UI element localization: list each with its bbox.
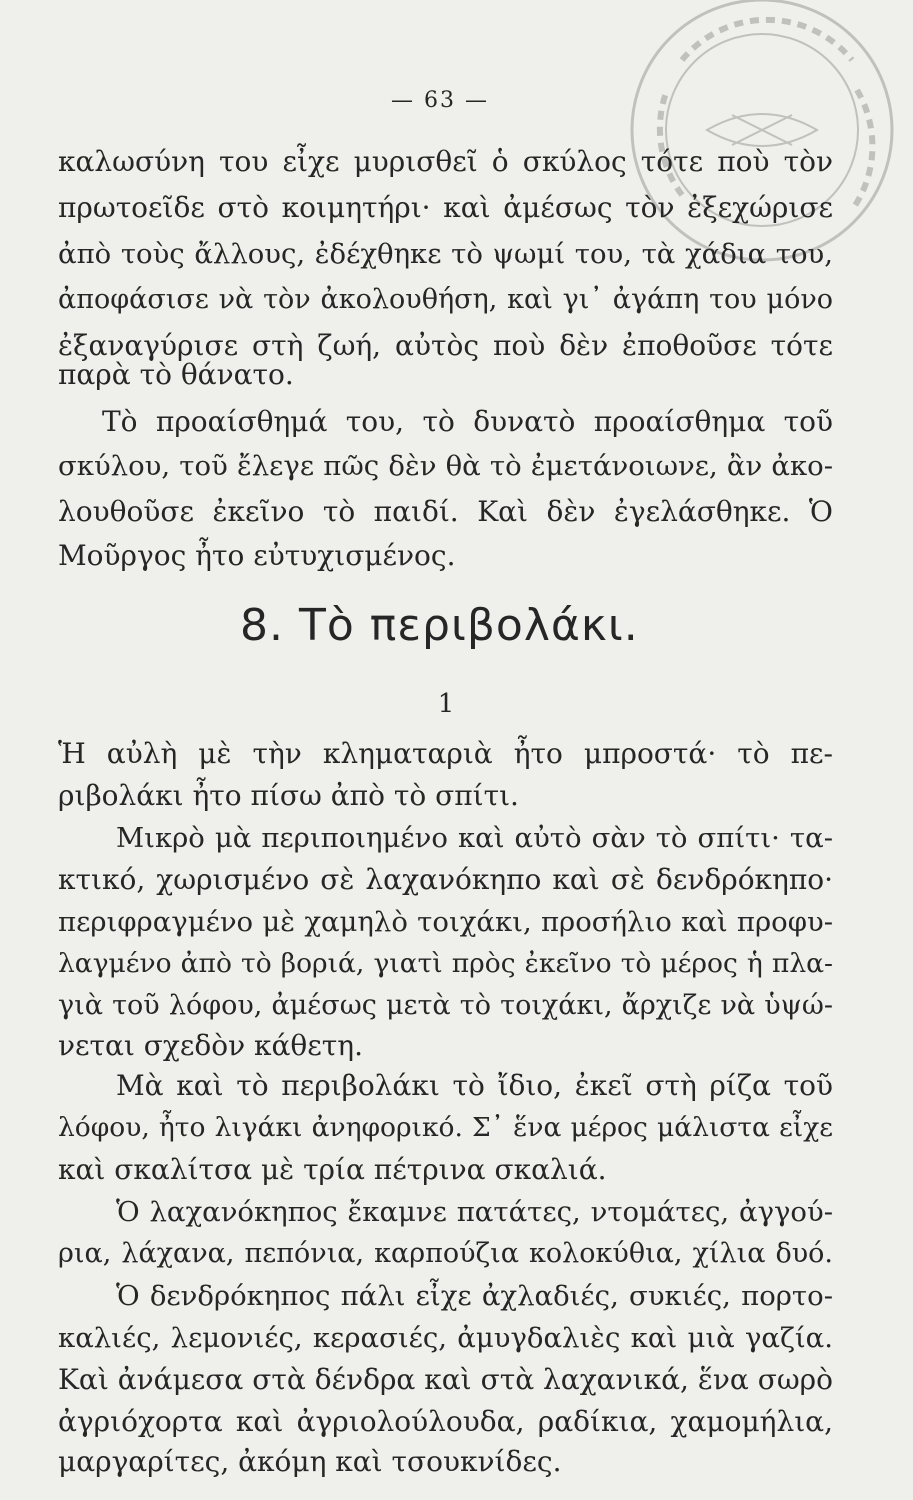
text-line: ἐξαναγύρισε στὴ ζωή, αὐτὸς ποὺ δὲν ἐποθοῦσε τότε <box>58 329 833 362</box>
text-line: καλιές, λεμονιές, κερασιές, ἀμυγδαλιὲς καὶ μιὰ γαζία. <box>58 1322 833 1354</box>
text-line: καλωσύνη του εἶχε μυρισθεῖ ὁ σκύλος τότε ποὺ τὸν <box>58 145 833 178</box>
text-line: λαγμένο ἀπὸ τὸ βοριά, γιατὶ πρὸς ἐκεῖνο τὸ μέρος ἡ πλα- <box>58 948 833 979</box>
text-line: Καὶ ἀνάμεσα στὰ δένδρα καὶ στὰ λαχανικά, ἕνα σωρὸ <box>58 1363 833 1396</box>
text-line: Μοῦργος ἦτο εὐτυχισμένος. <box>58 539 456 572</box>
text-line: καὶ σκαλίτσα μὲ τρία πέτρινα σκαλιά. <box>58 1153 607 1186</box>
text-line: λουθοῦσε ἐκεῖνο τὸ παιδί. Καὶ δὲν ἐγελάσθηκε. Ὁ <box>58 495 833 528</box>
text-line: γιὰ τοῦ λόφου, ἀμέσως μετὰ τὸ τοιχάκι, ἄρχιζε νὰ ὑψώ- <box>58 990 833 1021</box>
text-line: Ὁ λαχανόκηπος ἔκαμνε πατάτες, ντομάτες, ἀγγού- <box>116 1196 833 1228</box>
text-line: νεται σχεδὸν κάθετη. <box>58 1029 363 1062</box>
text-line: μαργαρίτες, ἀκόμη καὶ τσουκνίδες. <box>58 1445 562 1478</box>
text-line: παρὰ τὸ θάνατο. <box>58 358 294 391</box>
text-line: σκύλου, τοῦ ἔλεγε πῶς δὲν θὰ τὸ ἐμετάνοιωνε, ἂν ἀκο- <box>58 450 833 482</box>
text-line: ἀγριόχορτα καὶ ἀγριολούλουδα, ραδίκια, χαμομήλια, <box>58 1405 833 1438</box>
text-line: Μὰ καὶ τὸ περιβολάκι τὸ ἴδιο, ἐκεῖ στὴ ρίζα τοῦ <box>116 1069 833 1102</box>
text-line: Ὁ δενδρόκηπος πάλι εἶχε ἀχλαδιές, συκιές, πορτο- <box>116 1280 833 1312</box>
text-line: ρια, λάχανα, πεπόνια, καρπούζια κολοκύθια, χίλια δυό. <box>58 1238 833 1269</box>
text-line: ἀποφάσισε νὰ τὸν ἀκολουθήση, καὶ γι᾽ ἀγάπη του μόνο <box>58 284 833 315</box>
chapter-title: 8. Τὸ περιβολάκι. <box>240 600 639 651</box>
text-line: λόφου, ἦτο λιγάκι ἀνηφορικό. Σ᾽ ἕνα μέρος μάλιστα εἶχε <box>58 1112 833 1143</box>
text-line: κτικό, χωρισμένο σὲ λαχανόκηπο καὶ σὲ δενδρόκηπο· <box>58 863 833 896</box>
text-line: Ἡ αὐλὴ μὲ τὴν κληματαριὰ ἦτο μπροστά· τὸ πε- <box>58 737 833 770</box>
text-line: Μικρὸ μὰ περιποιημένο καὶ αὐτὸ σὰν τὸ σπίτι· τα- <box>116 822 833 854</box>
text-line: ριβολάκι ἦτο πίσω ἀπὸ τὸ σπίτι. <box>58 779 519 812</box>
text-line: περιφραγμένο μὲ χαμηλὸ τοιχάκι, προσήλιο καὶ προφυ- <box>58 906 833 938</box>
text-line: ἀπὸ τοὺς ἄλλους, ἐδέχθηκε τὸ ψωμί του, τὰ χάδια του, <box>58 238 833 270</box>
page-number: — 63 — <box>391 88 489 113</box>
section-number: 1 <box>437 689 455 719</box>
text-line: Τὸ προαίσθημά του, τὸ δυνατὸ προαίσθημα τοῦ <box>102 405 833 438</box>
text-line: πρωτοεῖδε στὸ κοιμητήρι· καὶ ἀμέσως τὸν ἐξεχώρισε <box>58 191 833 224</box>
